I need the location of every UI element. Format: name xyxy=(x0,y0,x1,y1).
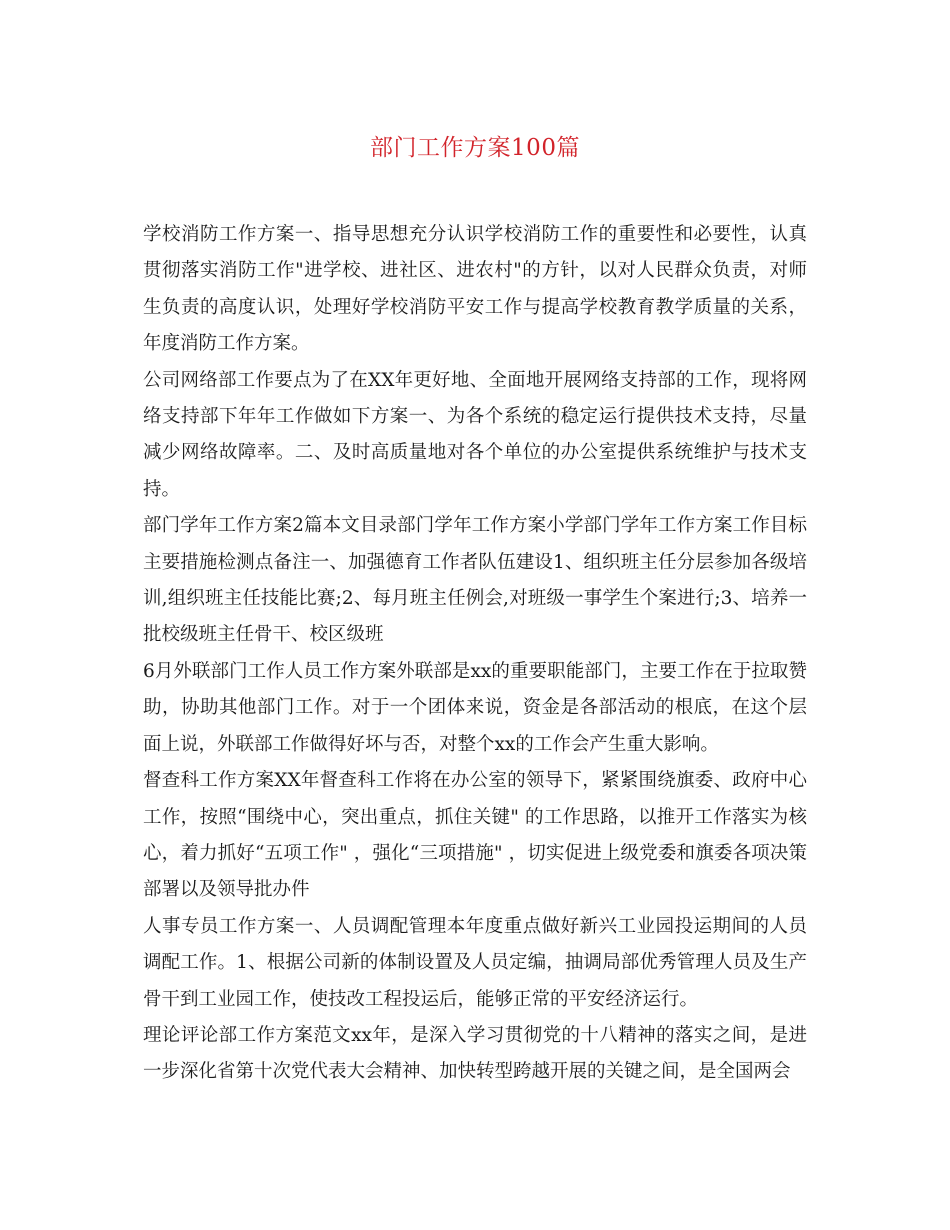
paragraph-academic-year-plan: 部门学年工作方案2篇本文目录部门学年工作方案小学部门学年工作方案工作目标主要措施检测点备注一、加强德育工作者队伍建设1、组织班主任分层参加各级培训,组织班主任技能比赛;2、每月班主任例会,对班级一事学生个案进行;3、培养一批校级班主任骨干、校区级班 xyxy=(143,515,807,646)
paragraph-external-relations: 6月外联部门工作人员工作方案外联部是xx的重要职能部门，主要工作在于拉取赞助，协助其他部门工作。对于一个团体来说，资金是各部活动的根底，在这个层面上说，外联部工作做得好坏与否，对整个xx的工作会产生重大影响。 xyxy=(143,660,807,755)
paragraph-school-fire-safety: 学校消防工作方案一、指导思想充分认识学校消防工作的重要性和必要性，认真贯彻落实消防工作"进学校、进社区、进农村"的方针，以对人民群众负责，对师生负责的高度认识，处理好学校消防平安工作与提高学校教育教学质量的关系，年度消防工作方案。 xyxy=(143,224,807,355)
paragraph-hr-specialist: 人事专员工作方案一、人员调配管理本年度重点做好新兴工业园投运期间的人员调配工作。1、根据公司新的体制设置及人员定编，抽调局部优秀管理人员及生产骨干到工业园工作，使技改工程投运后，能够正常的平安经济运行。 xyxy=(143,915,807,1010)
page-title: 部门工作方案100篇 xyxy=(370,135,580,161)
paragraph-theory-commentary: 理论评论部工作方案范文xx年，是深入学习贯彻党的十八精神的落实之间，是进一步深化省第十次党代表大会精神、加快转型跨越开展的关键之间，是全国两会 xyxy=(143,1024,807,1083)
document-body xyxy=(143,217,807,1091)
paragraph-network-department: 公司网络部工作要点为了在XX年更好地、全面地开展网络支持部的工作，现将网络支持部下年年工作做如下方案一、为各个系统的稳定运行提供技术支持，尽量减少网络故障率。二、及时高质量地对各个单位的办公室提供系统维护与技术支持。 xyxy=(143,369,807,500)
paragraph-supervision-section: 督查科工作方案XX年督查科工作将在办公室的领导下，紧紧围绕旗委、政府中心工作，按照“围绕中心，突出重点，抓住关键" 的工作思路，以推开工作落实为核心，着力抓好“五项工作" ，强化“三项措施" ，切实促进上级党委和旗委各项决策部署以及领导批办件 xyxy=(143,770,807,901)
